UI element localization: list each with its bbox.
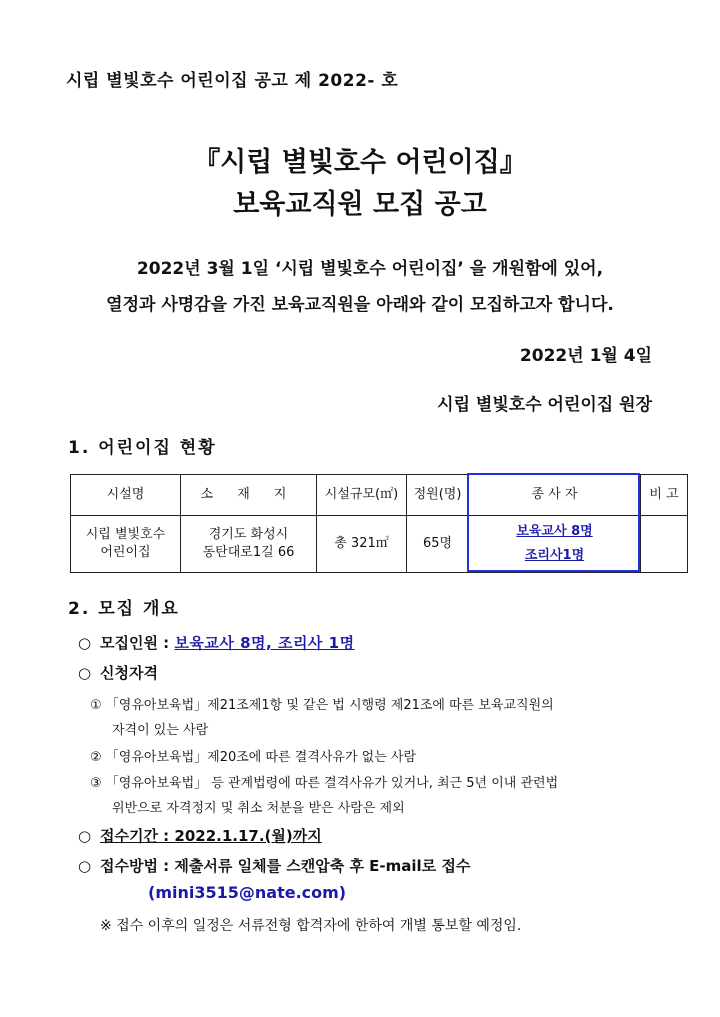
signature: 시립 별빛호수 어린이집 원장 xyxy=(437,395,652,415)
intro-line-1: 2022년 3월 1일 ‘시립 별빛호수 어린이집’ 을 개원함에 있어, xyxy=(136,259,604,279)
bullet-icon: ○ xyxy=(78,857,92,875)
circled-one-icon: ① xyxy=(90,698,102,713)
notice-date: 2022년 1월 4일 xyxy=(519,346,652,366)
qualification-label: 신청자격 xyxy=(100,664,158,682)
period-line xyxy=(78,825,322,846)
section-1-heading: 1. 어린이집 현황 xyxy=(68,438,217,458)
cell-scale: 총 321㎡ xyxy=(317,516,407,573)
recruit-value: 보육교사 8명, 조리사 1명 xyxy=(174,634,355,652)
qualification-item-1-cont: 자격이 있는 사람 xyxy=(112,723,209,738)
recruit-label: 모집인원 : xyxy=(100,634,170,652)
cell-address: 경기도 화성시 동탄대로1길 66 xyxy=(181,516,317,573)
bullet-icon: ○ xyxy=(78,634,92,652)
circled-two-icon: ② xyxy=(90,750,102,765)
header-staff: 종 사 자 xyxy=(469,475,641,516)
bullet-icon: ○ xyxy=(78,827,92,845)
title-line-2: 보육교직원 모집 공고 xyxy=(233,189,487,220)
table-row xyxy=(71,516,688,573)
recruit-line xyxy=(78,632,355,653)
intro-line-2: 열정과 사명감을 가진 보육교직원을 아래와 같이 모집하고자 합니다. xyxy=(106,295,614,315)
schedule-note: ※ 접수 이후의 일정은 서류전형 합격자에 한하여 개별 통보할 예정임. xyxy=(100,918,522,934)
header-remarks: 비 고 xyxy=(641,475,688,516)
bullet-icon: ○ xyxy=(78,664,92,682)
section-2-heading: 2. 모집 개요 xyxy=(68,599,180,619)
staff-cook: 조리사1명 xyxy=(524,548,585,563)
cell-capacity: 65명 xyxy=(407,516,469,573)
table-header-row xyxy=(71,475,688,516)
application-period: 접수기간 : 2022.1.17.(월)까지 xyxy=(100,827,322,845)
method-line xyxy=(78,855,470,876)
title-line-1: 『시립 별빛호수 어린이집』 xyxy=(193,147,527,178)
cell-remarks xyxy=(641,516,688,573)
header-scale: 시설규모(㎡) xyxy=(317,475,407,516)
qualification-item-3-cont: 위반으로 자격정지 및 취소 처분을 받은 사람은 제외 xyxy=(112,801,405,816)
qualification-item-1: ① 「영유아보육법」제21조제1항 및 같은 법 시행령 제21조에 따른 보육교직원의 xyxy=(90,698,554,713)
staff-teachers: 보육교사 8명 xyxy=(516,524,593,539)
header-facility-name: 시설명 xyxy=(71,475,181,516)
cell-staff xyxy=(469,516,641,573)
header-capacity: 정원(명) xyxy=(407,475,469,516)
email-address[interactable]: (mini3515@nate.com) xyxy=(148,883,347,902)
qualification-item-3: ③ 「영유아보육법」 등 관계법령에 따른 결격사유가 있거나, 최근 5년 이내 관련법 xyxy=(90,776,559,791)
qualification-item-2: ② 「영유아보육법」제20조에 따른 결격사유가 없는 사람 xyxy=(90,750,417,765)
cell-facility-name: 시립 별빛호수 어린이집 xyxy=(71,516,181,573)
header-address: 소 재 지 xyxy=(181,475,317,516)
status-table xyxy=(70,474,688,573)
notice-number: 시립 별빛호수 어린이집 공고 제 2022- 호 xyxy=(66,71,399,91)
qualification-line xyxy=(78,662,158,683)
circled-three-icon: ③ xyxy=(90,776,102,791)
application-method: 접수방법 : 제출서류 일체를 스캔압축 후 E-mail로 접수 xyxy=(100,857,471,875)
